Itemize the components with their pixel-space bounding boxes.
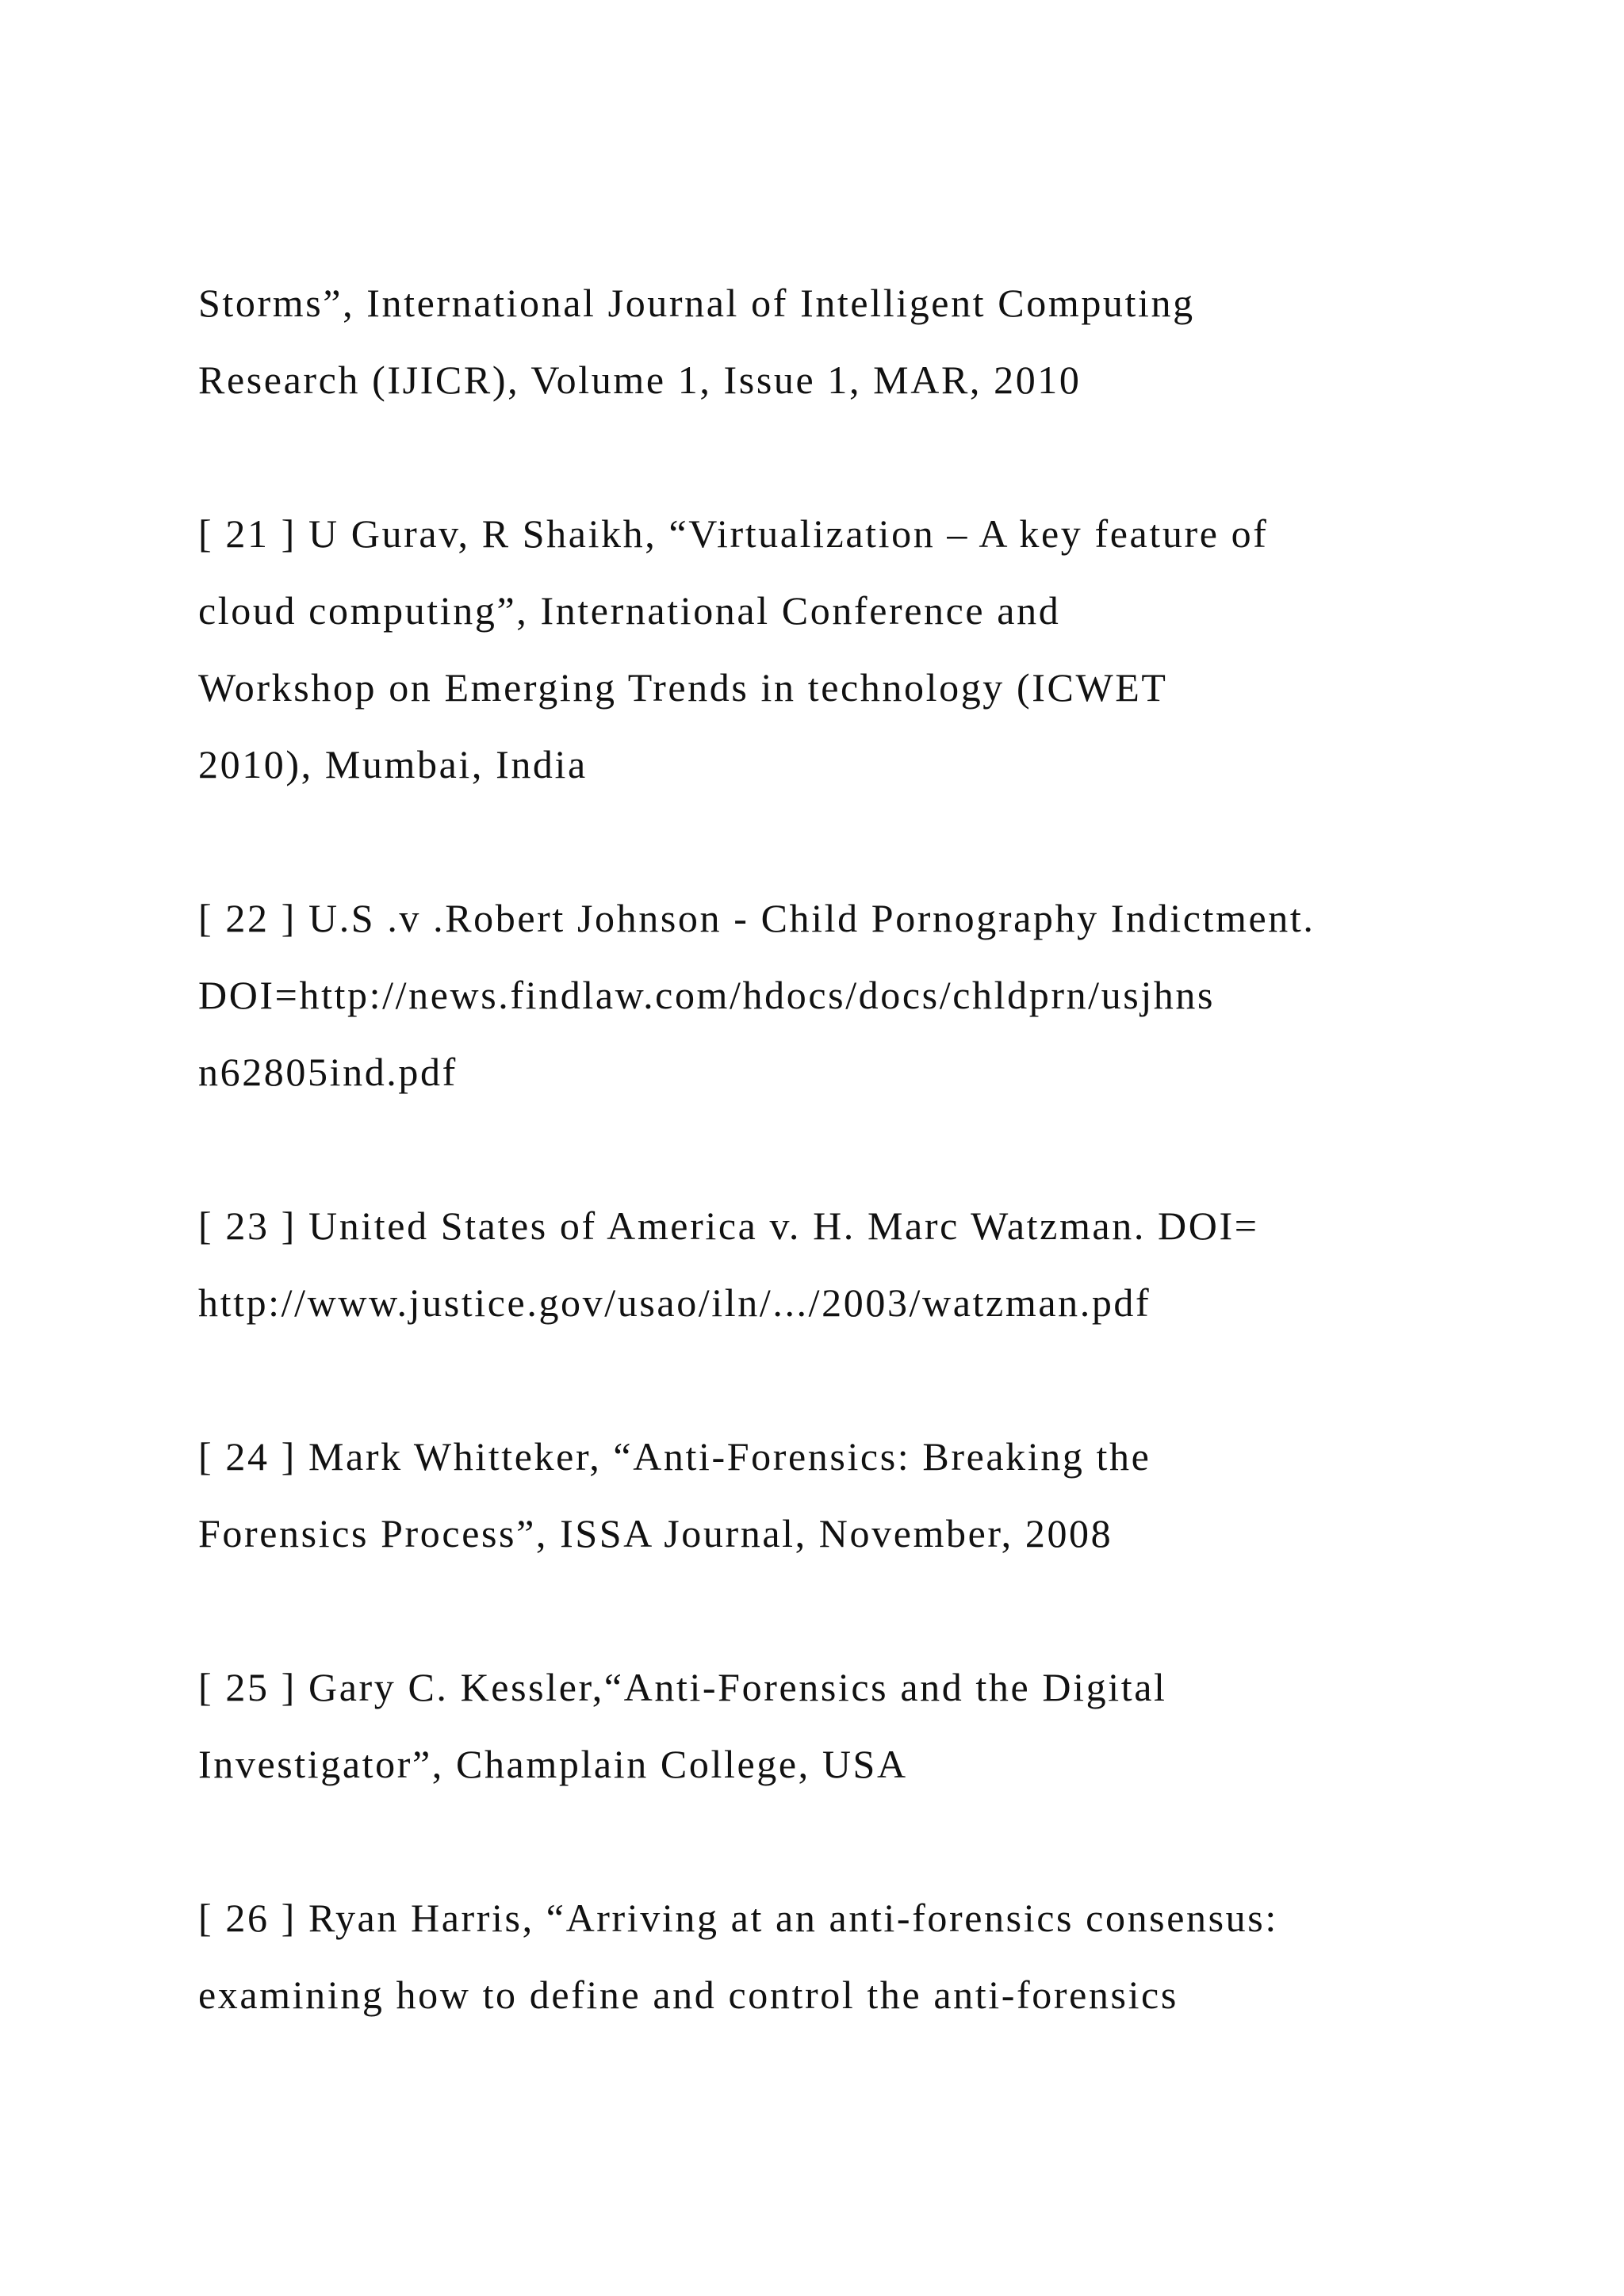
reference-text-line: cloud computing”, International Conference and: [198, 588, 1061, 633]
reference-22-line: [ 22 ] U.S .v .Robert Johnson - Child Pornography Indictment.: [198, 896, 1316, 940]
reference-text-line: Storms”, International Journal of Intelligent Computing: [198, 281, 1195, 325]
reference-text-line: Forensics Process”, ISSA Journal, November, 2008: [198, 1511, 1113, 1556]
reference-23-line: [ 23 ] United States of America v. H. Marc Watzman. DOI=: [198, 1203, 1259, 1248]
reference-21-line: [ 21 ] U Gurav, R Shaikh, “Virtualization – A key feature of: [198, 511, 1269, 556]
reference-text-line: Workshop on Emerging Trends in technology (ICWET: [198, 665, 1168, 710]
reference-26-line: [ 26 ] Ryan Harris, “Arriving at an anti-forensics consensus:: [198, 1896, 1278, 1940]
reference-text-line: Research (IJICR), Volume 1, Issue 1, MAR, 2010: [198, 358, 1082, 402]
reference-text-line: n62805ind.pdf: [198, 1050, 458, 1094]
reference-25-line: [ 25 ] Gary C. Kessler,“Anti-Forensics and the Digital: [198, 1665, 1167, 1709]
reference-text-line: Investigator”, Champlain College, USA: [198, 1742, 908, 1786]
reference-text-line: examining how to define and control the anti-forensics: [198, 1973, 1178, 2017]
reference-text-line: 2010), Mumbai, India: [198, 742, 588, 786]
reference-24-line: [ 24 ] Mark Whitteker, “Anti-Forensics: Breaking the: [198, 1434, 1151, 1479]
reference-text-line: http://www.justice.gov/usao/iln/.../2003/watzman.pdf: [198, 1280, 1151, 1325]
reference-text-line: DOI=http://news.findlaw.com/hdocs/docs/chldprn/usjhns: [198, 973, 1216, 1017]
